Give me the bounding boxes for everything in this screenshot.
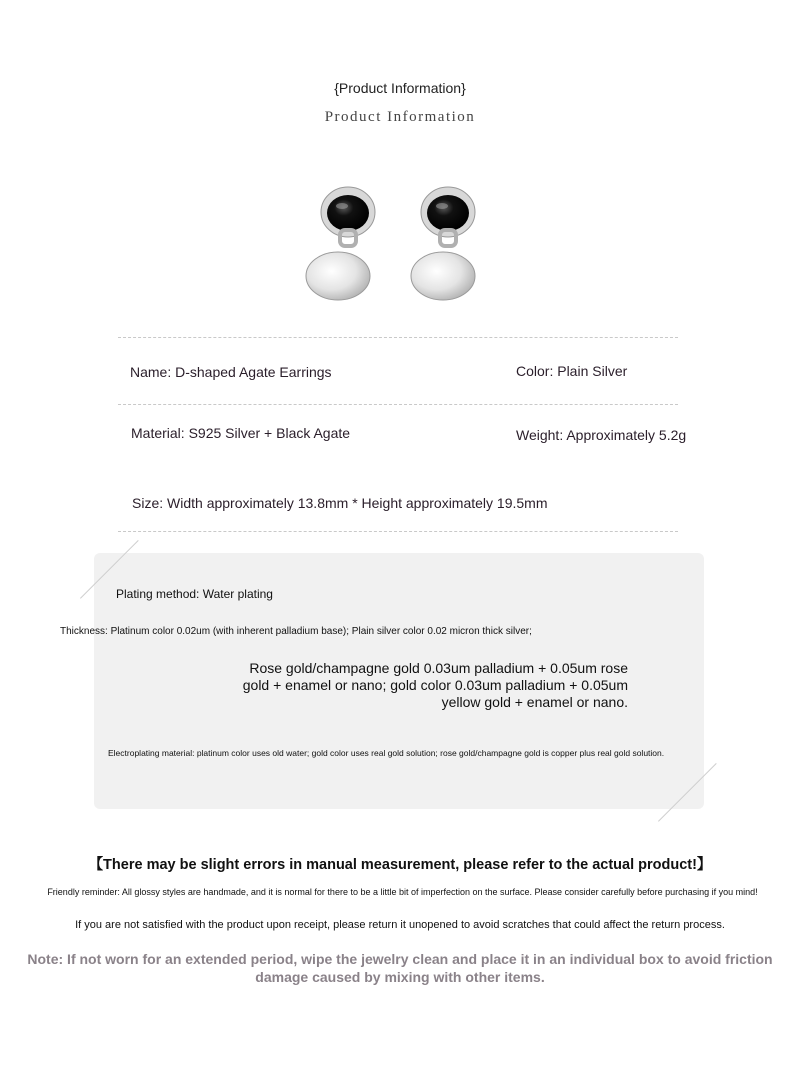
plating-rose-line: yellow gold + enamel or nano. bbox=[441, 694, 628, 710]
spec-name: Name: D-shaped Agate Earrings bbox=[130, 364, 332, 380]
spec-material: Material: S925 Silver + Black Agate bbox=[131, 425, 351, 441]
page-title: {Product Information} bbox=[334, 80, 466, 96]
plating-material: Electroplating material: platinum color uses old water; gold color uses real gold solution; rose gold/champagne gold is copper plus real gold solution. bbox=[108, 748, 665, 758]
divider bbox=[118, 531, 678, 532]
plating-method: Plating method: Water plating bbox=[116, 587, 273, 601]
care-note: Note: If not worn for an extended period, wipe the jewelry clean and place it in an individual box to avoid friction damage caused by mixing with other items. bbox=[27, 951, 773, 985]
plating-rose-line: Rose gold/champagne gold 0.03um palladium + 0.05um rose bbox=[249, 660, 628, 676]
friendly-reminder: Friendly reminder: All glossy styles are handmade, and it is normal for there to be a little bit of imperfection on the surface. Please consider carefully before purchasing if you mind! bbox=[47, 887, 758, 897]
plating-rose-line: gold + enamel or nano; gold color 0.03um palladium + 0.05um bbox=[242, 677, 628, 693]
divider bbox=[118, 404, 678, 405]
spec-size: Size: Width approximately 13.8mm * Height approximately 19.5mm bbox=[132, 495, 548, 511]
right-earring bbox=[411, 187, 475, 300]
earrings-image bbox=[290, 180, 510, 305]
spec-weight: Weight: Approximately 5.2g bbox=[516, 427, 687, 443]
return-policy: If you are not satisfied with the product upon receipt, please return it unopened to avoid scratches that could affect the return process. bbox=[75, 919, 725, 931]
plating-thickness: Thickness: Platinum color 0.02um (with inherent palladium base); Plain silver color 0.02 micron thick silver; bbox=[60, 626, 532, 637]
plating-rose-gold bbox=[168, 660, 628, 711]
spec-color: Color: Plain Silver bbox=[516, 363, 628, 379]
measurement-warning: 【There may be slight errors in manual measurement, please refer to the actual product!】 bbox=[88, 857, 712, 873]
divider bbox=[118, 337, 678, 338]
page-subtitle: Product Information bbox=[324, 109, 476, 125]
left-earring bbox=[306, 187, 375, 300]
